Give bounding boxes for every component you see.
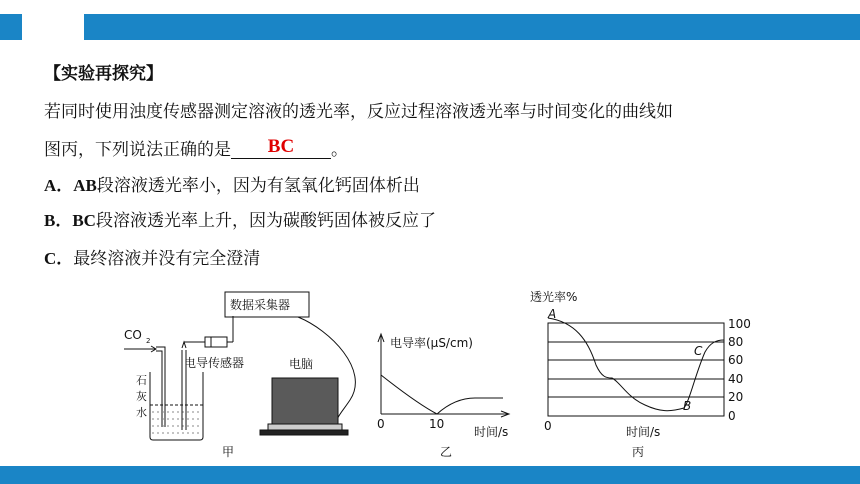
option-a-label: A． [44,176,74,195]
option-a-segment: AB [73,176,97,195]
beaker [150,372,203,440]
yi-xtick-10: 10 [429,417,445,431]
bing-ytick-0: 0 [728,409,736,423]
option-c-label: C． [44,249,74,268]
collector-label: 数据采集器 [230,298,291,312]
yi-xlabel: 时间/s [474,425,509,439]
section-heading: 【实验再探究】 [44,64,163,84]
yi-ylabel: 电导率(μS/cm) [390,336,473,350]
inlet-tube [156,347,165,427]
figure-jia [124,292,355,459]
bing-xlabel: 时间/s [626,425,661,439]
bing-point-a: A [548,307,557,321]
option-b-text: 段溶液透光率上升，因为碳酸钙固体被反应了 [95,211,436,231]
gas-label: CO [124,328,142,342]
option-c-text: 最终溶液并没有完全澄清 [73,249,261,269]
computer-keyboard [260,430,348,435]
limewater-char-2: 灰 [136,390,147,403]
question-suffix: 。 [331,140,348,160]
question-prefix: 图丙，下列说法正确的是 [44,140,231,160]
yi-curve [381,375,503,414]
figure-yi [377,334,509,459]
bing-point-c: C [694,344,703,358]
bing-ytick-80: 80 [728,335,744,349]
answer-text: BC [267,136,295,157]
computer-screen [272,378,338,424]
computer-label: 电脑 [289,357,314,371]
option-b-label: B． [44,211,73,230]
computer-base [268,424,342,430]
bing-frame [548,323,724,416]
bing-ytick-40: 40 [728,372,744,386]
sensor-connector [205,337,227,347]
bing-ytick-60: 60 [728,353,744,367]
caption-jia: 甲 [222,445,235,459]
caption-bing: 丙 [632,445,645,459]
footer-bar [0,466,860,484]
bing-point-b: B [683,399,692,413]
yi-xtick-0: 0 [377,417,385,431]
limewater-char-1: 石 [136,374,147,387]
bing-x0: 0 [544,419,552,433]
question-line-1: 若同时使用浊度传感器测定溶液的透光率，反应过程溶液透光率与时间变化的曲线如 [44,102,673,122]
bing-ylabel: 透光率% [530,290,578,304]
limewater-char-3: 水 [136,406,147,419]
caption-yi: 乙 [440,445,453,459]
sensor-label: 电导传感器 [184,356,245,370]
option-b-segment: BC [72,211,96,230]
figure-bing [530,289,751,459]
gas-subscript: 2 [146,337,151,345]
bing-ytick-20: 20 [728,390,744,404]
option-a-text: 段溶液透光率小，因为有氢氧化钙固体析出 [96,176,420,196]
bing-ytick-100: 100 [728,317,751,331]
